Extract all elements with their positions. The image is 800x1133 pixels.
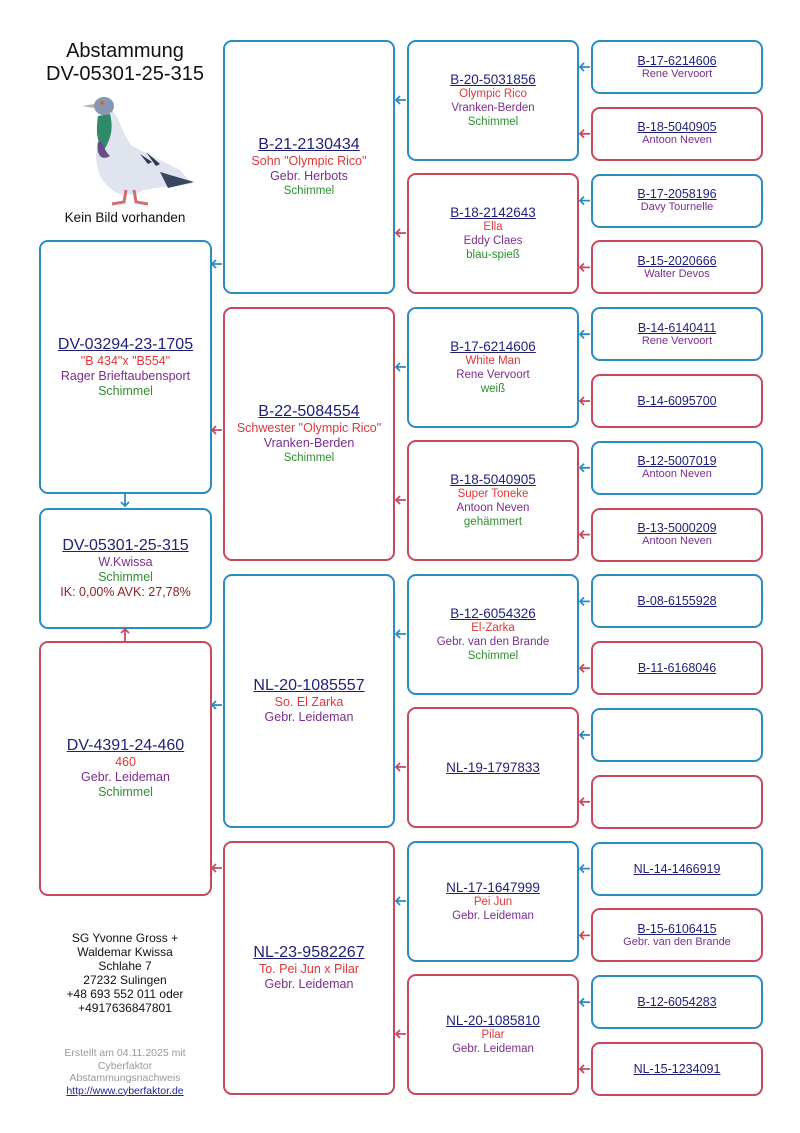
arrow-icon: [580, 998, 590, 1006]
ring-number-link[interactable]: DV-03294-23-1705: [57, 335, 194, 353]
breeder-name: Vranken-Berden: [263, 436, 355, 450]
pedigree-box[interactable]: [591, 441, 763, 495]
ring-number-link[interactable]: B-15-6106415: [637, 921, 717, 936]
pedigree-box[interactable]: [591, 240, 763, 294]
pigeon-name: Super Toneke: [457, 488, 529, 500]
breeder-name: Antoon Neven: [456, 502, 530, 514]
arrow-icon: [212, 260, 222, 268]
pigeon-name: To. Pei Jun x Pilar: [258, 962, 360, 976]
owner-line: +4917636847801: [78, 1001, 172, 1015]
inbreeding-coefficient: IK: 0,00% AVK: 27,78%: [60, 585, 191, 599]
arrow-icon: [212, 864, 222, 872]
pigeon-name: So. El Zarka: [274, 695, 344, 709]
arrow-icon: [580, 531, 590, 539]
ring-number-link[interactable]: B-18-5040905: [450, 472, 536, 487]
ring-number-link[interactable]: NL-19-1797833: [446, 760, 540, 775]
pedigree-box[interactable]: [591, 374, 763, 428]
arrow-icon: [396, 96, 406, 104]
breeder-name: Rene Vervoort: [641, 67, 713, 80]
feather-color: weiß: [480, 383, 506, 395]
pedigree-box[interactable]: [39, 641, 212, 896]
breeder-name: Gebr. Leideman: [81, 770, 170, 784]
ring-number-link[interactable]: NL-20-1085557: [253, 677, 365, 694]
pedigree-box[interactable]: [591, 107, 763, 161]
pedigree-box[interactable]: [591, 775, 763, 829]
arrow-icon: [580, 731, 590, 739]
arrow-icon: [580, 865, 590, 873]
breeder-name: Vranken-Berden: [451, 102, 535, 114]
arrow-icon: [580, 197, 590, 205]
arrow-icon: [580, 263, 590, 271]
breeder-name: Rene Vervoort: [456, 369, 530, 381]
pedigree-box[interactable]: [407, 173, 579, 294]
feather-color: Schimmel: [98, 785, 153, 799]
feather-color: Schimmel: [467, 650, 519, 662]
credit-line: Cyberfaktor: [97, 1059, 153, 1072]
feather-color: Schimmel: [98, 383, 153, 398]
arrow-icon: [212, 701, 222, 709]
arrow-icon: [580, 664, 590, 672]
ring-number-link[interactable]: B-18-5040905: [637, 120, 717, 135]
arrow-icon: [580, 397, 590, 405]
breeder-name: Eddy Claes: [463, 235, 523, 247]
owner-line: Schlahe 7: [98, 959, 152, 973]
pigeon-name: Ella: [483, 221, 503, 233]
arrow-icon: [396, 229, 406, 237]
arrow-icon: [580, 464, 590, 472]
breeder-name: Gebr. Herbots: [270, 169, 348, 183]
arrow-icon: [580, 798, 590, 806]
pigeon-name: 460: [115, 755, 136, 769]
pedigree-box[interactable]: [591, 908, 763, 962]
breeder-name: Rene Vervoort: [641, 334, 713, 347]
page-title: [30, 40, 220, 86]
owner-line: SG Yvonne Gross +: [71, 931, 179, 945]
arrow-icon: [121, 629, 129, 641]
breeder-name: Davy Tournelle: [640, 201, 714, 214]
pedigree-box[interactable]: [591, 174, 763, 228]
pedigree-box[interactable]: [591, 40, 763, 94]
credit-line: Abstammungsnachweis: [69, 1072, 181, 1084]
pedigree-box[interactable]: [407, 440, 579, 561]
pedigree-box[interactable]: [223, 841, 395, 1095]
pigeon-name: White Man: [465, 355, 521, 367]
ring-number-link[interactable]: B-13-5000209: [637, 521, 717, 536]
arrow-icon: [396, 897, 406, 905]
feather-color: Schimmel: [283, 452, 335, 464]
arrow-icon: [580, 330, 590, 338]
pigeon-name: El-Zarka: [471, 622, 515, 634]
pedigree-box[interactable]: [591, 574, 763, 628]
arrow-icon: [121, 494, 129, 506]
ring-number-link[interactable]: NL-23-9582267: [253, 944, 365, 961]
feather-color: Schimmel: [467, 116, 519, 128]
arrow-icon: [396, 630, 406, 638]
breeder-name: Walter Devos: [644, 267, 710, 280]
feather-color: gehämmert: [463, 516, 523, 528]
ring-number-link[interactable]: B-14-6095700: [637, 394, 717, 408]
owner-line: 27232 Sulingen: [83, 973, 167, 987]
ring-number-link[interactable]: DV-4391-24-460: [66, 737, 185, 754]
pedigree-box[interactable]: [591, 1042, 763, 1096]
breeder-name: Gebr. Leideman: [264, 977, 354, 991]
ring-number-link[interactable]: NL-15-1234091: [633, 1062, 721, 1076]
ring-number-link[interactable]: B-14-6140411: [637, 320, 717, 335]
ring-number-link[interactable]: NL-20-1085810: [446, 1013, 540, 1028]
arrow-icon: [580, 1065, 590, 1073]
ring-number-link[interactable]: B-17-2058196: [637, 187, 717, 202]
pedigree-box[interactable]: [39, 508, 212, 629]
pedigree-box[interactable]: [591, 975, 763, 1029]
no-image-caption: Kein Bild vorhanden: [64, 210, 186, 225]
arrow-icon: [580, 130, 590, 138]
owner-line: Waldemar Kwissa: [77, 945, 173, 959]
ring-number-link[interactable]: B-18-2142643: [450, 205, 536, 220]
title-label: Abstammung: [66, 40, 184, 62]
breeder-name: Gebr. Leideman: [452, 910, 534, 922]
ring-number-link[interactable]: B-12-6054283: [637, 995, 717, 1010]
ring-number-link[interactable]: NL-14-1466919: [633, 861, 721, 876]
ring-number-link[interactable]: B-22-5084554: [258, 403, 360, 420]
feather-color: blau-spieß: [466, 249, 520, 261]
breeder-name: Gebr. van den Brande: [436, 636, 550, 648]
pigeon-name: Schwester "Olympic Rico": [236, 421, 382, 435]
breeder-name: Gebr. Leideman: [264, 710, 354, 724]
pigeon-name: "B 434"x "B554": [80, 353, 171, 368]
breeder-name: Antoon Neven: [642, 468, 712, 481]
arrow-icon: [396, 363, 406, 371]
breeder-name: Gebr. van den Brande: [623, 935, 731, 948]
pedigree-box[interactable]: [407, 574, 579, 695]
title-ring: DV-05301-25-315: [46, 63, 204, 85]
breeder-name: Antoon Neven: [642, 134, 712, 147]
ring-number-link[interactable]: B-11-6168046: [637, 661, 717, 676]
ring-number-link[interactable]: B-17-6214606: [637, 53, 717, 68]
cyberfaktor-link[interactable]: http://www.cyberfaktor.de: [66, 1084, 184, 1097]
breeder-name: Gebr. Leideman: [452, 1043, 534, 1055]
pedigree-box[interactable]: [223, 307, 395, 561]
ring-number-link[interactable]: B-15-2020666: [637, 253, 717, 268]
feather-color: Schimmel: [283, 185, 335, 197]
pedigree-box[interactable]: [223, 574, 395, 828]
ring-number-link[interactable]: B-12-5007019: [637, 454, 717, 469]
pedigree-box[interactable]: [591, 307, 763, 361]
owner-line: +48 693 552 011 oder: [66, 987, 184, 1001]
pedigree-box[interactable]: [407, 841, 579, 962]
pedigree-box[interactable]: [591, 508, 763, 562]
pigeon-name: Olympic Rico: [459, 88, 527, 100]
ring-number-link[interactable]: B-17-6214606: [450, 339, 536, 354]
arrow-icon: [580, 63, 590, 71]
ring-number-link[interactable]: NL-17-1647999: [446, 880, 540, 895]
pedigree-box[interactable]: [591, 708, 763, 762]
credit-line: Erstellt am 04.11.2025 mit: [64, 1047, 186, 1059]
pedigree-box[interactable]: [223, 40, 395, 294]
pedigree-box[interactable]: [591, 641, 763, 695]
ring-number-link[interactable]: B-20-5031856: [450, 72, 536, 87]
pigeon-name: Pilar: [481, 1029, 505, 1041]
arrow-icon: [580, 597, 590, 605]
pedigree-box[interactable]: [407, 40, 579, 161]
breeder-name: Antoon Neven: [642, 535, 712, 548]
ring-number-link[interactable]: B-08-6155928: [637, 594, 717, 609]
arrow-icon: [580, 931, 590, 939]
owner-address: [30, 931, 220, 1015]
pedigree-box[interactable]: [591, 842, 763, 896]
breeder-name: W.Kwissa: [98, 555, 153, 569]
pigeon-name: Sohn "Olympic Rico": [251, 154, 367, 168]
pedigree-box[interactable]: [407, 974, 579, 1095]
breeder-name: Rager Brieftaubensport: [60, 368, 191, 383]
ring-number-link[interactable]: B-12-6054326: [450, 606, 536, 621]
arrow-icon: [396, 763, 406, 771]
pigeon-image: [52, 90, 197, 210]
arrow-icon: [212, 426, 222, 434]
pedigree-box[interactable]: [407, 707, 579, 828]
arrow-icon: [396, 1030, 406, 1038]
pigeon-name: Pei Jun: [473, 896, 513, 908]
ring-number-link[interactable]: B-21-2130434: [258, 136, 360, 153]
ring-number-link[interactable]: DV-05301-25-315: [62, 537, 189, 554]
feather-color: Schimmel: [98, 570, 153, 584]
credit-note: [30, 1047, 220, 1097]
pedigree-box[interactable]: [407, 307, 579, 428]
pedigree-box[interactable]: [39, 240, 212, 494]
arrow-icon: [396, 496, 406, 504]
